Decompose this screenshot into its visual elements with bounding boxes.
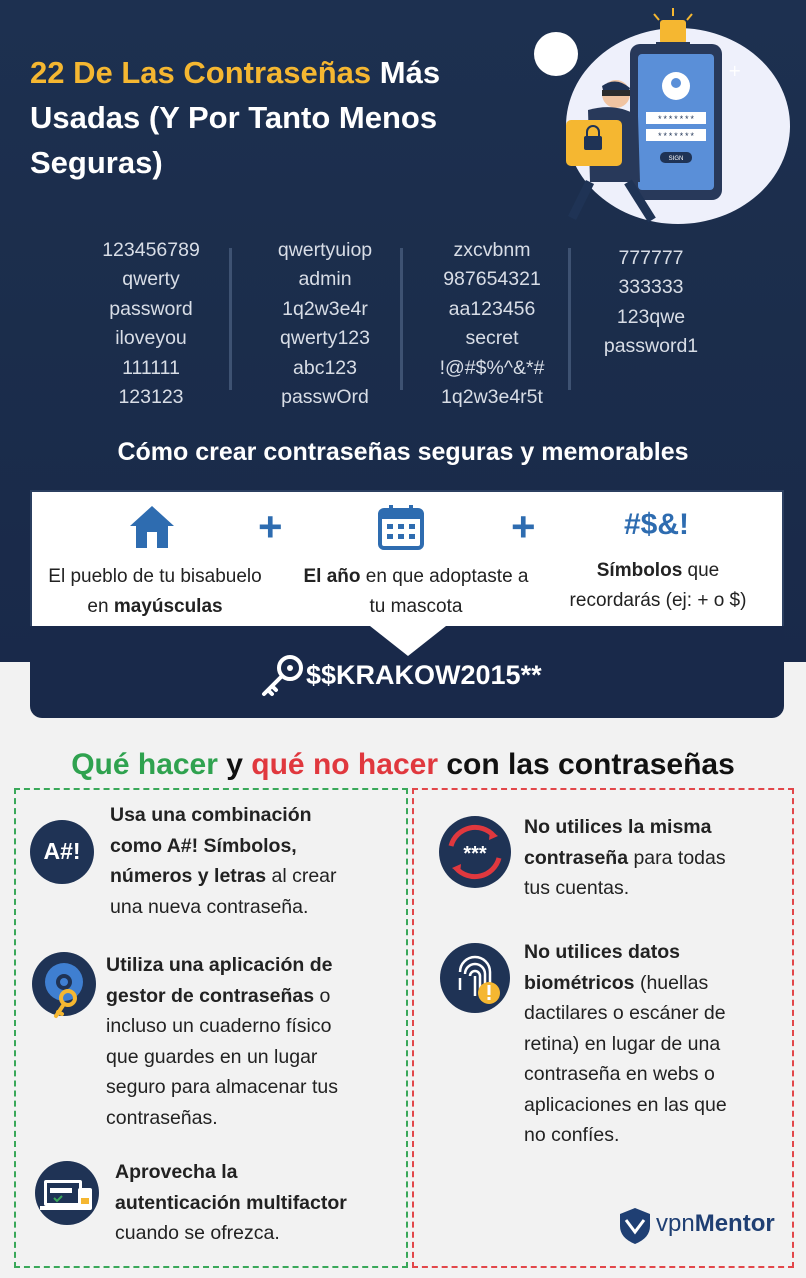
- house-icon: [128, 504, 176, 550]
- svg-text:*******: *******: [657, 115, 695, 125]
- arrow-down: [370, 626, 446, 656]
- password-entry: 777777: [618, 247, 684, 269]
- multifactor-auth-icon: [34, 1160, 100, 1226]
- example-password: $$KRAKOW2015**: [306, 660, 542, 690]
- password-entry: admin: [298, 268, 352, 291]
- password-column-3: [424, 236, 560, 412]
- column-divider: [568, 248, 571, 390]
- howto-heading: Cómo crear contraseñas seguras y memorables: [117, 438, 689, 466]
- symbols-icon: #$&!: [624, 508, 690, 541]
- password-entry: 111111: [122, 356, 180, 379]
- dos-donts-title: Qué hacer y qué no hacer con las contraseñas: [71, 748, 735, 781]
- thief-illustration: [528, 6, 798, 230]
- do-item-multifactor: Aprovecha la autenticación multifactor cuando se ofrezca.: [115, 1161, 347, 1244]
- plus-icon: +: [258, 503, 283, 550]
- recipe-box: [30, 490, 784, 628]
- fingerprint-icon: [438, 942, 512, 1016]
- password-entry: secret: [465, 327, 519, 350]
- column-divider: [400, 248, 403, 390]
- password-entry: qwerty123: [280, 327, 370, 350]
- dont-item-biometrics: No utilices datos biométricos (huellas dactilares o escáner de retina) en lugar de una contraseña en webs o aplicaciones en las que no confíes.: [524, 941, 727, 1146]
- plus-icon: +: [511, 503, 536, 550]
- password-entry: passwOrd: [281, 386, 369, 409]
- do-item-combination: Usa una combinación como A#! Símbolos, números y letras al crear una nueva contraseña.: [110, 804, 337, 918]
- do-item-password-manager: Utiliza una aplicación de gestor de contraseñas o incluso un cuaderno físico que guardes en un lugar seguro para almacenar tus contraseñas.: [106, 954, 338, 1129]
- key-icon: [258, 654, 304, 700]
- vpnmentor-shield-icon: [618, 1206, 652, 1246]
- password-entry: password: [109, 297, 193, 320]
- vpnmentor-logo: vpnMentor: [656, 1210, 775, 1237]
- combination-icon: A#!: [30, 820, 94, 884]
- password-column-4: [594, 244, 708, 362]
- password-entry: 987654321: [443, 268, 541, 291]
- password-entry: 123123: [118, 386, 184, 409]
- password-entry: iloveyou: [115, 327, 187, 350]
- calendar-icon: [378, 504, 424, 550]
- reuse-password-icon: [436, 816, 514, 888]
- password-entry: qwerty: [122, 268, 180, 291]
- password-entry: abc123: [293, 356, 357, 379]
- password-entry: 333333: [618, 276, 684, 299]
- recipe-item-town: El pueblo de tu bisabuelo en mayúsculas: [48, 566, 262, 617]
- password-entry: aa123456: [448, 297, 536, 320]
- recipe-item-symbols: Símbolos que recordarás (ej: + o $): [569, 560, 747, 611]
- password-entry: 1q2w3e4r5t: [441, 386, 543, 409]
- svg-text:*******: *******: [657, 132, 695, 142]
- password-entry: password1: [603, 335, 699, 358]
- svg-text:SIGN: SIGN: [668, 156, 684, 162]
- password-entry: 123456789: [102, 239, 200, 261]
- password-entry: !@#$%^&*#: [439, 356, 545, 379]
- password-entry: zxcvbnm: [453, 239, 531, 261]
- password-entry: 1q2w3e4r: [282, 297, 368, 320]
- svg-text:+: +: [728, 61, 742, 80]
- password-manager-icon: [30, 952, 102, 1024]
- svg-text:***: ***: [463, 843, 487, 865]
- password-entry: qwertyuiop: [277, 239, 373, 261]
- recipe-item-year: El año en que adoptaste a tu mascota: [303, 566, 529, 617]
- password-column-2: [262, 236, 388, 412]
- column-divider: [229, 248, 232, 390]
- password-entry: 123qwe: [616, 305, 686, 328]
- page-title: 22 De Las Contraseñas Más Usadas (Y Por Tanto Menos Seguras): [30, 55, 441, 180]
- dont-item-same-password: No utilices la misma contraseña para todas tus cuentas.: [524, 816, 726, 899]
- password-column-1: [92, 236, 210, 412]
